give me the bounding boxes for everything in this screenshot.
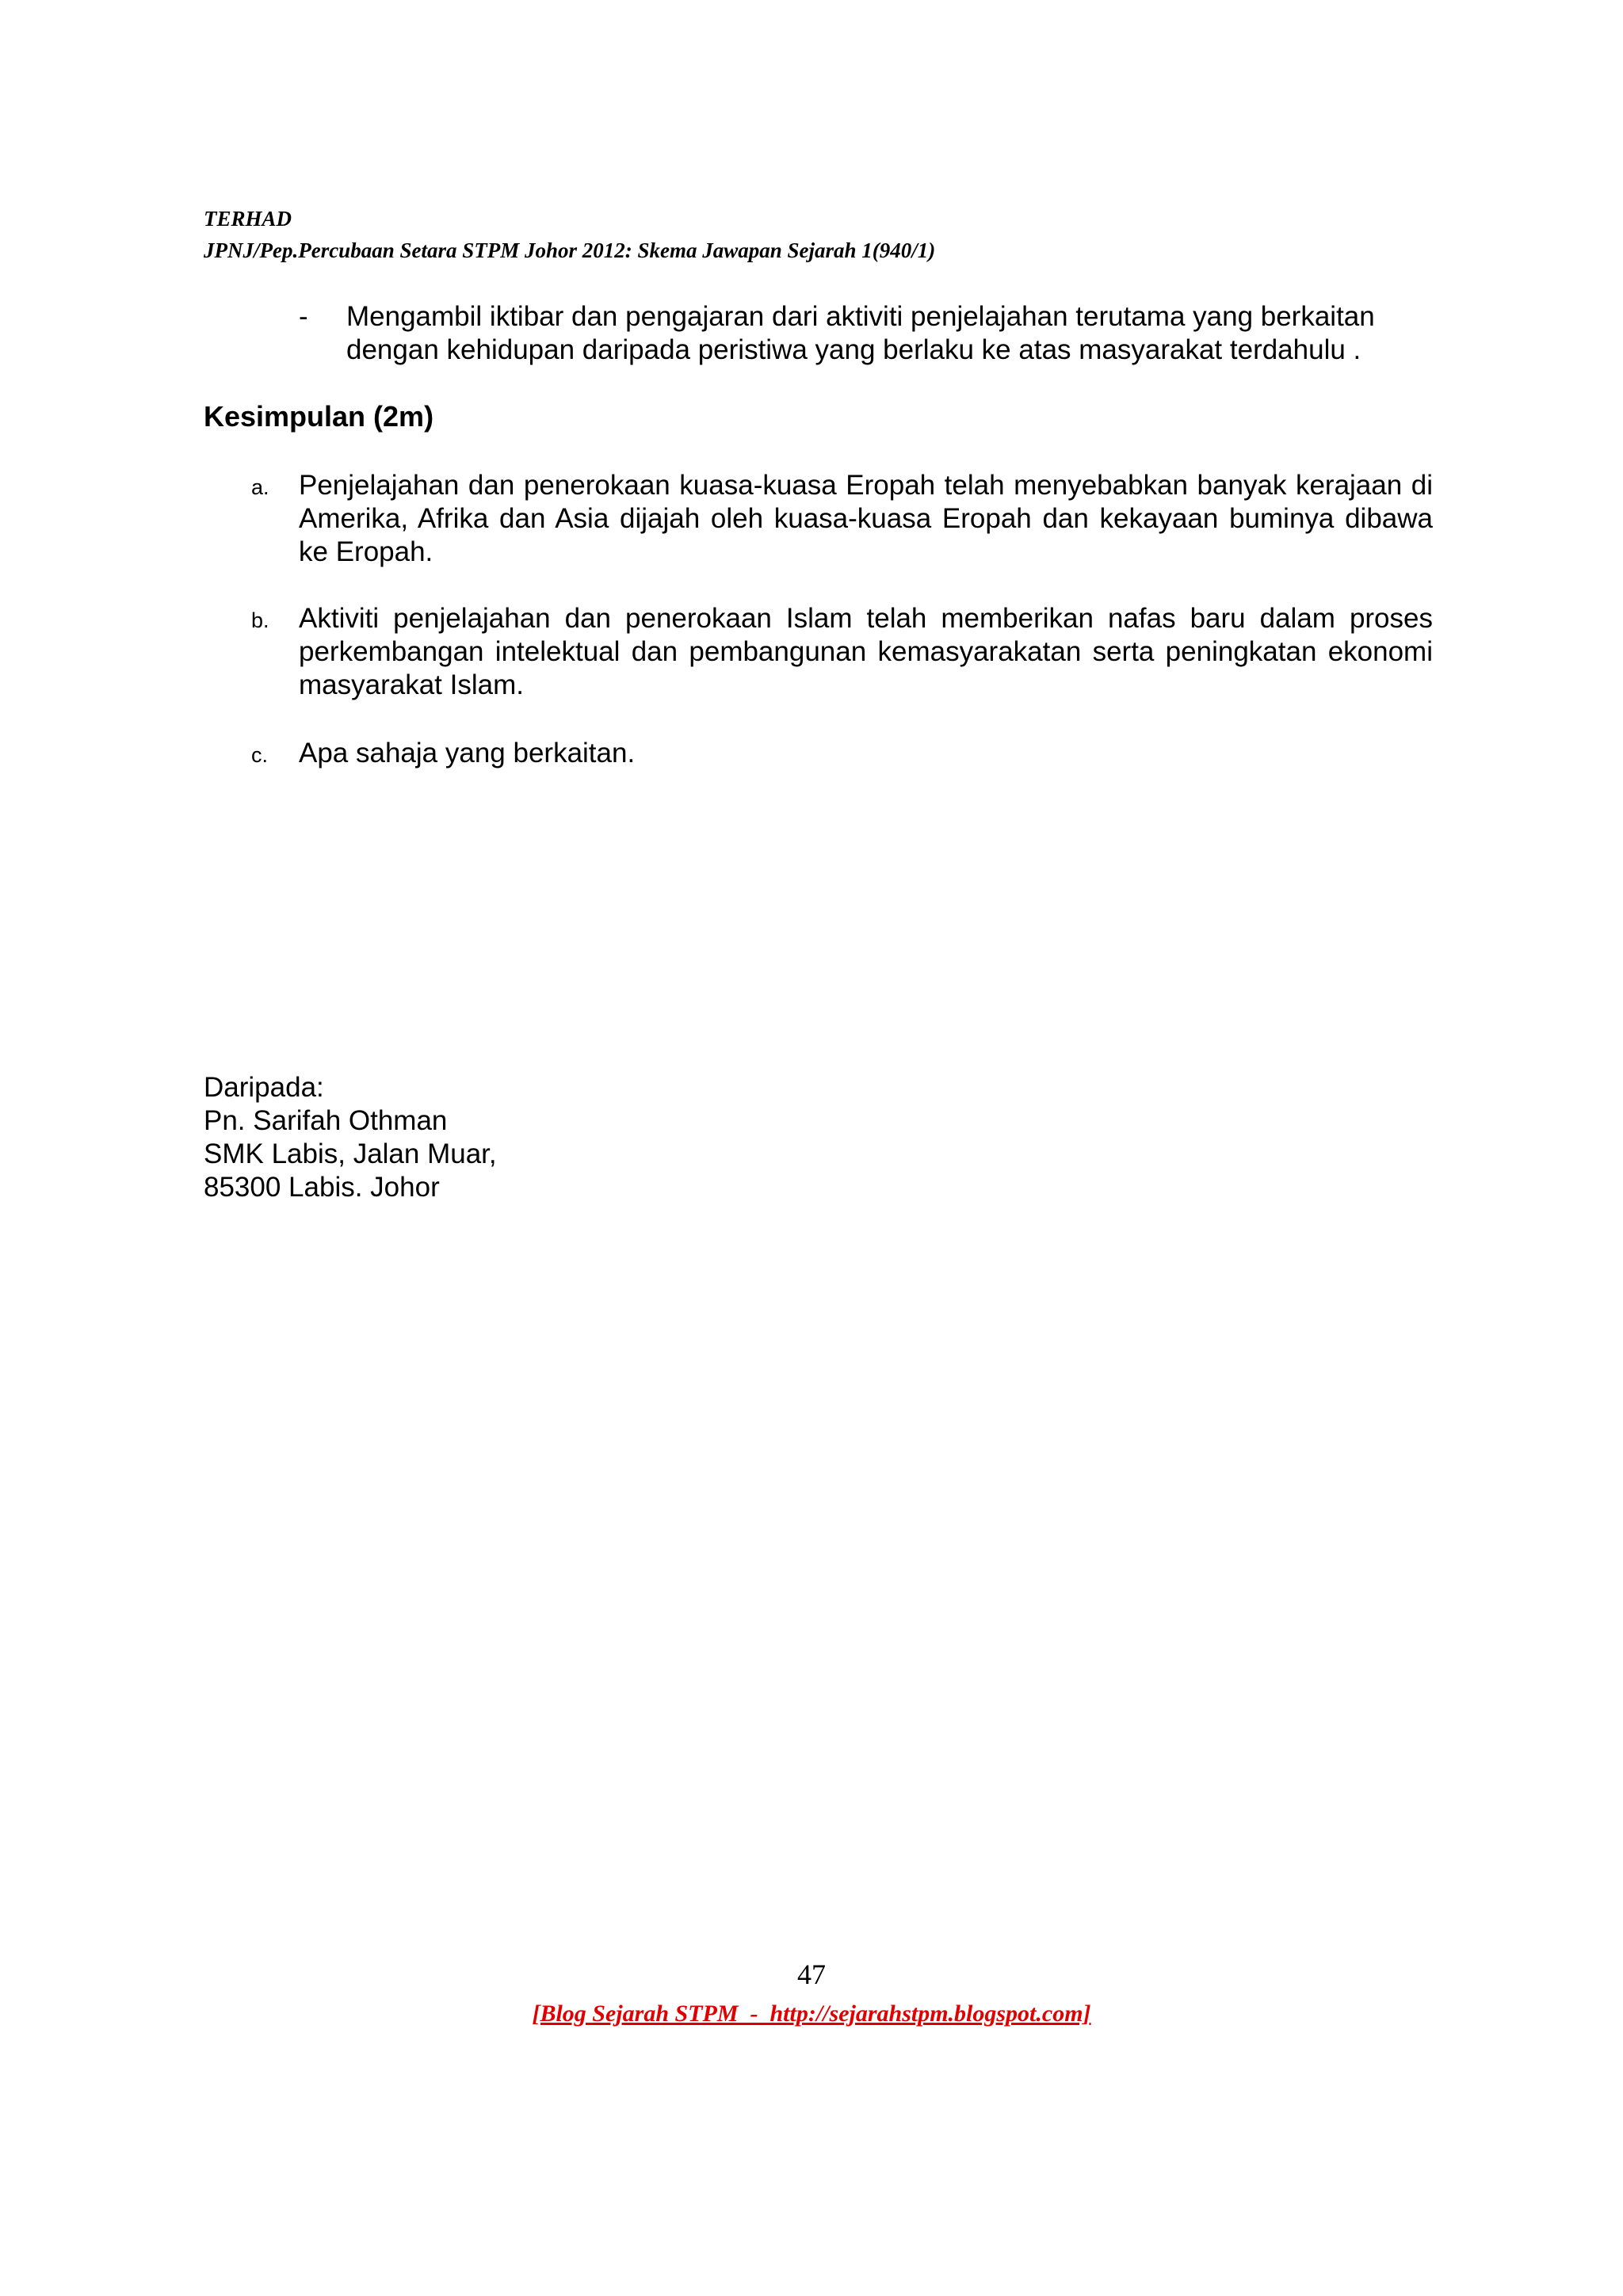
header-document-title: JPNJ/Pep.Percubaan Setara STPM Johor 2012: Skema Jawapan Sejarah 1(940/1) xyxy=(204,238,936,262)
sender-label: Daripada: xyxy=(204,1072,324,1103)
header-classification: TERHAD xyxy=(204,207,292,231)
continued-point-text: Mengambil iktibar dan pengajaran dari aktiviti penjelajahan terutama yang berkaitan dengan kehidupan daripada peristiwa yang berlaku ke atas masyarakat terdahulu . xyxy=(346,301,1375,365)
sender-block xyxy=(204,1071,497,1204)
conclusion-item-a-text: Penjelajahan dan penerokaan kuasa-kuasa Eropah telah menyebabkan banyak kerajaan di Amerika, Afrika dan Asia dijajah oleh kuasa-kuasa Eropah dan kekayaan buminya dibawa ke Eropah. xyxy=(299,470,1433,567)
page-number: 47 xyxy=(797,1958,826,1990)
sender-address-line1: SMK Labis, Jalan Muar, xyxy=(204,1138,497,1169)
dash-marker: - xyxy=(299,301,308,332)
conclusion-heading: Kesimpulan (2m) xyxy=(204,400,434,433)
conclusion-item-b-text: Aktiviti penjelajahan dan penerokaan Islam telah memberikan nafas baru dalam proses perkembangan intelektual dan pembangunan kemasyarakatan serta peningkatan ekonomi masyarakat Islam. xyxy=(299,603,1433,700)
footer-blog-link[interactable]: [Blog Sejarah STPM - http://sejarahstpm.blogspot.com] xyxy=(532,2000,1091,2027)
list-marker-c: c. xyxy=(251,743,269,767)
sender-name: Pn. Sarifah Othman xyxy=(204,1105,448,1136)
sender-address-line2: 85300 Labis. Johor xyxy=(204,1172,440,1203)
list-marker-a: a. xyxy=(251,475,269,499)
conclusion-item-c-text: Apa sahaja yang berkaitan. xyxy=(299,738,636,769)
list-marker-b: b. xyxy=(251,608,269,632)
page-header xyxy=(204,203,935,266)
